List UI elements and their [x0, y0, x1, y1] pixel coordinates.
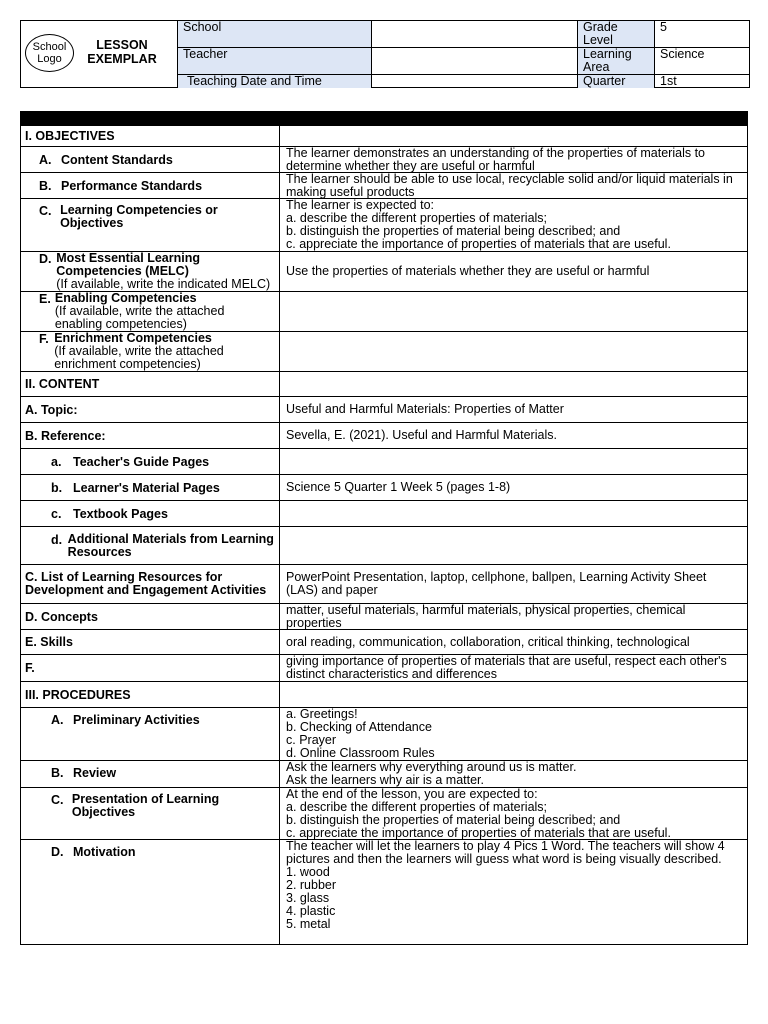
area-value[interactable]: Science	[654, 48, 750, 75]
preliminary-activity-item: b. Checking of Attendance	[286, 720, 432, 734]
learners-material-row: b. Learner's Material Pages Science 5 Quarter 1 Week 5 (pages 1-8)	[21, 474, 747, 500]
learning-resources-label: C. List of Learning Resources for Development and Engagement Activities	[25, 570, 267, 597]
skills-row	[21, 629, 747, 654]
date-value[interactable]	[371, 75, 577, 88]
preliminary-activity-item: d. Online Classroom Rules	[286, 746, 435, 760]
lesson-title: LESSON EXEMPLAR	[87, 38, 157, 66]
reference-value: Sevella, E. (2021). Useful and Harmful Materials.	[286, 428, 557, 442]
topic-row	[21, 396, 747, 422]
preliminary-activities-label: Preliminary Activities	[73, 713, 200, 727]
table-header-bar	[21, 112, 747, 125]
preliminary-activity-item: c. Prayer	[286, 733, 337, 747]
performance-standards-row: B. Performance Standards The learner should be able to use local, recyclable solid and/or liquid materials in making useful products	[21, 172, 747, 198]
presentation-objectives-label: Presentation of Learning Objectives	[71, 792, 220, 819]
topic-value: Useful and Harmful Materials: Properties of Matter	[286, 402, 564, 416]
grade-value[interactable]: 5	[654, 21, 750, 48]
values-label: F.	[21, 655, 280, 681]
learning-competencies-line: The learner is expected to:	[286, 198, 434, 212]
learning-competencies-line: a. describe the different properties of materials;	[286, 211, 548, 225]
motivation-item: 5. metal	[286, 917, 331, 931]
enabling-competencies-row: E. Enabling Competencies (If available, write the attached enabling competencies)	[21, 291, 747, 331]
melc-note: (If available, write the indicated MELC)	[56, 277, 271, 291]
learning-competencies-line: b. distinguish the properties of material being described; and	[286, 224, 621, 238]
procedures-heading: III. PROCEDURES	[21, 682, 280, 707]
date-label: Teaching Date and Time	[177, 75, 371, 88]
performance-standards-value: The learner should be able to use local, recyclable solid and/or liquid materials in making useful products	[286, 171, 733, 199]
teachers-guide-row: a. Teacher's Guide Pages	[21, 448, 747, 474]
preliminary-activities-row: A. Preliminary Activities a. Greetings! b. Checking of Attendance c. Prayer d. Online Classroom Rules	[21, 707, 747, 760]
melc-label: Most Essential Learning Competencies (MELC)	[56, 251, 200, 278]
learning-competencies-line: c. appreciate the importance of properties of materials that are useful.	[286, 237, 671, 251]
skills-value: oral reading, communication, collaboration, critical thinking, technological	[286, 634, 690, 649]
values-row	[21, 654, 747, 681]
presentation-objectives-line: b. distinguish the properties of material being described; and	[286, 813, 621, 827]
presentation-objectives-row: C. Presentation of Learning Objectives At the end of the lesson, you are expected to: a. describe the different properties of materials; b. distinguish the properties of material being described; and c. appreciate the importance of properties of materials that are useful.	[21, 787, 747, 839]
teachers-guide-label: Teacher's Guide Pages	[73, 454, 210, 469]
content-standards-row: A. Content Standards The learner demonstrates an understanding of the properties of materials to determine whether they are useful or harmful	[21, 146, 747, 172]
reference-row	[21, 422, 747, 448]
additional-materials-label: Additional Materials from Learning Resources	[67, 531, 274, 559]
values-value: giving importance of properties of materials that are useful, respect each other's distinct characteristics and differences	[286, 654, 727, 681]
motivation-row: D. Motivation The teacher will let the learners to play 4 Pics 1 Word. The teachers will show 4 pictures and then the learners will guess what word is being visually described. 1. wood 2. rubber 3. glass 4. plastic 5. metal	[21, 839, 747, 944]
presentation-objectives-line: a. describe the different properties of materials;	[286, 800, 548, 814]
area-label: Learning Area	[577, 48, 654, 75]
concepts-row	[21, 603, 747, 629]
school-value[interactable]	[371, 21, 577, 48]
objectives-heading: I. OBJECTIVES	[21, 126, 280, 146]
lesson-table	[20, 111, 748, 945]
objectives-heading-row	[21, 125, 747, 146]
content-standards-label: Content Standards	[61, 152, 173, 167]
review-row: B. Review Ask the learners why everything around us is matter. Ask the learners why air is a matter.	[21, 760, 747, 787]
skills-label: E. Skills	[21, 630, 280, 654]
enabling-competencies-label: Enabling Competencies	[54, 291, 197, 305]
additional-materials-row: d. Additional Materials from Learning Resources	[21, 526, 747, 564]
enrichment-competencies-row: F. Enrichment Competencies (If available, write the attached enrichment competencies)	[21, 331, 747, 371]
review-line: Ask the learners why air is a matter.	[286, 773, 484, 787]
grade-label: Grade Level	[577, 21, 654, 48]
motivation-intro: The teacher will let the learners to play 4 Pics 1 Word. The teachers will show 4 pictures and then the learners will guess what word is being visually described.	[286, 839, 725, 866]
melc-row: D. Most Essential Learning Competencies (MELC) (If available, write the indicated MELC) Use the properties of materials whether they are useful or harmful	[21, 251, 747, 291]
quarter-label: Quarter	[577, 75, 654, 88]
concepts-label: D. Concepts	[21, 604, 280, 629]
school-logo: School Logo	[25, 34, 74, 72]
teacher-label: Teacher	[177, 48, 371, 75]
enrichment-competencies-label: Enrichment Competencies	[54, 331, 212, 345]
motivation-item: 1. wood	[286, 865, 330, 879]
learning-resources-row	[21, 564, 747, 603]
performance-standards-label: Performance Standards	[61, 178, 203, 193]
presentation-objectives-line: c. appreciate the importance of properties of materials that are useful.	[286, 826, 671, 840]
motivation-item: 2. rubber	[286, 878, 337, 892]
review-line: Ask the learners why everything around us is matter.	[286, 760, 577, 774]
motivation-item: 4. plastic	[286, 904, 336, 918]
motivation-label: Motivation	[73, 845, 136, 859]
quarter-value[interactable]: 1st	[654, 75, 750, 88]
enabling-competencies-note: (If available, write the attached enabling competencies)	[54, 304, 225, 331]
textbook-pages-label: Textbook Pages	[73, 506, 168, 521]
learners-material-label: Learner's Material Pages	[73, 480, 220, 495]
teacher-value[interactable]	[371, 48, 577, 75]
content-standards-value: The learner demonstrates an understanding of the properties of materials to determine whether they are useful or harmful	[286, 145, 705, 173]
melc-value: Use the properties of materials whether they are useful or harmful	[286, 264, 650, 278]
content-heading: II. CONTENT	[21, 372, 280, 396]
topic-label: A. Topic:	[21, 397, 280, 422]
school-label: School	[177, 21, 371, 48]
procedures-heading-row	[21, 681, 747, 707]
concepts-value: matter, useful materials, harmful materials, physical properties, chemical properties	[286, 602, 686, 630]
content-heading-row	[21, 371, 747, 396]
reference-label: B. Reference:	[21, 423, 280, 448]
learners-material-value: Science 5 Quarter 1 Week 5 (pages 1-8)	[286, 480, 511, 494]
learning-competencies-label: Learning Competencies or Objectives	[60, 203, 218, 230]
learning-resources-value: PowerPoint Presentation, laptop, cellphone, ballpen, Learning Activity Sheet (LAS) and paper	[286, 570, 707, 597]
enrichment-competencies-note: (If available, write the attached enrichment competencies)	[54, 344, 224, 371]
motivation-item: 3. glass	[286, 891, 330, 905]
textbook-pages-row: c. Textbook Pages	[21, 500, 747, 526]
preliminary-activity-item: a. Greetings!	[286, 707, 358, 721]
header-table	[20, 20, 750, 88]
learning-competencies-row: C. Learning Competencies or Objectives The learner is expected to: a. describe the different properties of materials; b. distinguish the properties of material being described; and c. appreciate the importance of properties of materials that are useful.	[21, 198, 747, 251]
review-label: Review	[73, 766, 117, 780]
presentation-objectives-line: At the end of the lesson, you are expected to:	[286, 787, 538, 801]
